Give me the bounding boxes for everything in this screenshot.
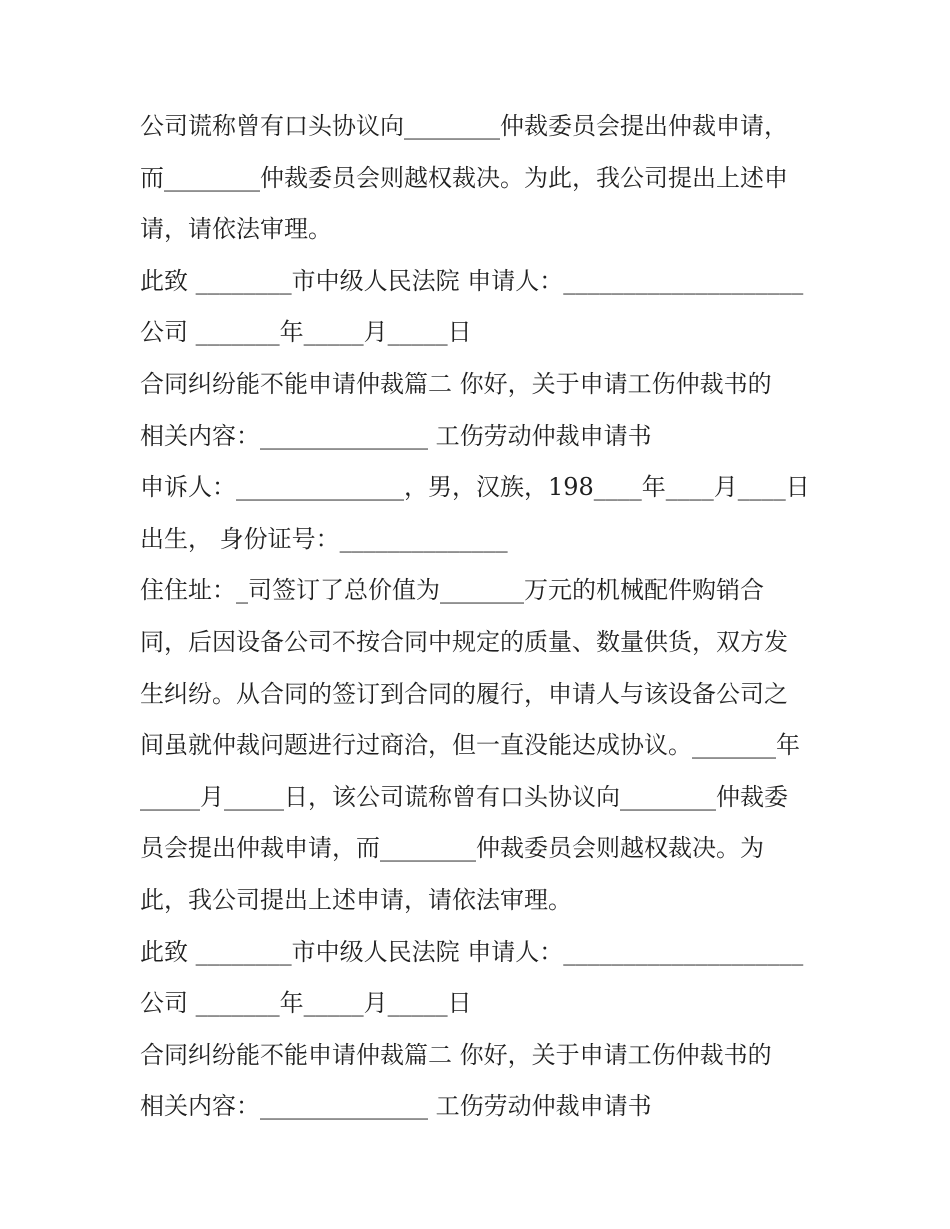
- text-line: 住住址：_司签订了总价值为_______万元的机械配件购销合: [140, 576, 764, 605]
- text-line: 此，我公司提出上述申请，请依法审理。: [140, 885, 572, 914]
- text-line: 员会提出仲裁申请，而________仲裁委员会则越权裁决。为: [140, 834, 764, 863]
- text-line: 公司 _______年_____月_____日: [140, 989, 472, 1018]
- text-line: 相关内容：______________ 工伤劳动仲裁申请书: [140, 421, 652, 450]
- text-line: 公司谎称曾有口头协议向________仲裁委员会提出仲裁申请，: [140, 112, 788, 140]
- text-line: 间虽就仲裁问题进行过商洽，但一直没能达成协议。_______年: [140, 731, 800, 760]
- text-line: 请，请依法审理。: [140, 215, 332, 244]
- document-body: [140, 101, 820, 1133]
- text-line: 合同纠纷能不能申请仲裁篇二 你好，关于申请工伤仲裁书的: [140, 1040, 772, 1069]
- text-line: 生纠纷。从合同的签订到合同的履行，申请人与该设备公司之: [140, 679, 788, 708]
- text-line: 合同纠纷能不能申请仲裁篇二 你好，关于申请工伤仲裁书的: [140, 369, 772, 398]
- text-line: 申诉人：______________，男，汉族，198____年____月____日: [140, 473, 810, 502]
- text-line: 相关内容：______________ 工伤劳动仲裁申请书: [140, 1092, 652, 1121]
- text-line: _____月_____日，该公司谎称曾有口头协议向________仲裁委: [140, 782, 788, 811]
- text-line: 同，后因设备公司不按合同中规定的质量、数量供货，双方发: [140, 627, 788, 656]
- text-line: 而________仲裁委员会则越权裁决。为此，我公司提出上述申: [140, 163, 788, 192]
- text-line: 此致 ________市中级人民法院 申请人：____________________: [140, 937, 804, 966]
- text-line: 出生， 身份证号：______________: [140, 524, 508, 553]
- text-line: 此致 ________市中级人民法院 申请人：____________________: [140, 266, 804, 295]
- text-line: 公司 _______年_____月_____日: [140, 318, 472, 347]
